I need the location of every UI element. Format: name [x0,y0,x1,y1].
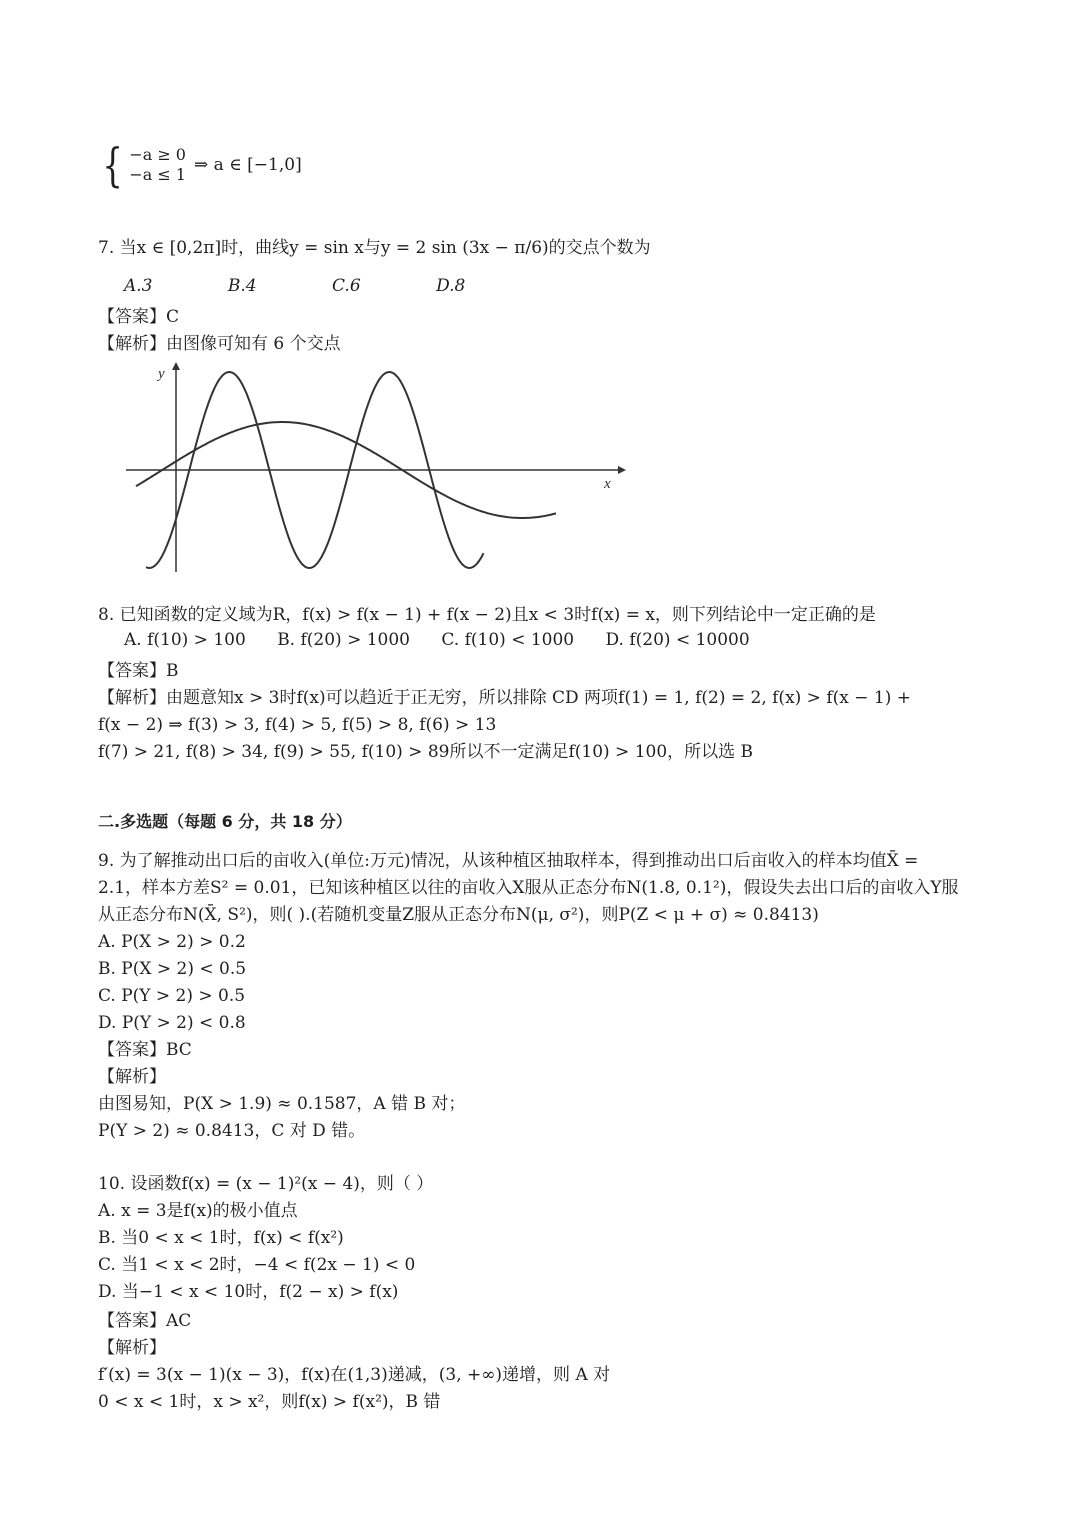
x-axis-label: x [604,476,611,492]
q9-option-c: C. P(Y > 2) > 0.5 [98,986,246,1006]
q7-question: 7. 当x ∈ [0,2π]时，曲线y = sin x与y = 2 sin (3x − π/6)的交点个数为 [98,238,651,258]
section-title: 二.多选题（每题 6 分，共 18 分） [98,812,352,831]
q10-option-d: D. 当−1 < x < 10时，f(2 − x) > f(x) [98,1282,399,1302]
q7-options [124,276,535,296]
q9-line-2: 2.1，样本方差S² = 0.01，已知该种植区以往的亩收入X服从正态分布N(1.8, 0.1²)，假设失去出口后的亩收入Y服 [98,878,959,898]
q8-answer: 【答案】B [98,661,179,681]
brace-symbol: { [102,138,123,192]
system-row-2: −a ≤ 1 [129,165,186,184]
q10-answer: 【答案】AC [98,1311,192,1331]
q7-option-c: C.6 [332,276,361,296]
y-axis-arrow [172,362,180,370]
q10-option-b: B. 当0 < x < 1时，f(x) < f(x²) [98,1228,344,1248]
intersection-graph [96,360,626,575]
q8-options [124,630,776,650]
q7-option-a: A.3 [124,276,153,296]
q8-option-c: C. f(10) < 1000 [441,630,575,650]
q9-option-a: A. P(X > 2) > 0.2 [98,932,246,952]
q8-analysis-line-1: 【解析】由题意知x > 3时f(x)可以趋近于正无穷，所以排除 CD 两项f(1) = 1, f(2) = 2, f(x) > f(x − 1) + [98,688,911,708]
q10-analysis-title: 【解析】 [98,1338,166,1358]
q10-option-c: C. 当1 < x < 2时，−4 < f(2x − 1) < 0 [98,1255,416,1275]
q9-answer: 【答案】BC [98,1040,192,1060]
q10-analysis-line-2: 0 < x < 1时，x > x²，则f(x) > f(x²)，B 错 [98,1392,441,1412]
q10-option-a: A. x = 3是f(x)的极小值点 [98,1201,298,1221]
q8-option-d: D. f(20) < 10000 [605,630,750,650]
x-axis-arrow [618,466,626,474]
q8-option-a: A. f(10) > 100 [124,630,246,650]
q9-analysis-title: 【解析】 [98,1067,166,1087]
q9-option-b: B. P(X > 2) < 0.5 [98,959,247,979]
system-result: ⇒ a ∈ [−1,0] [193,155,302,175]
q9-line-1: 9. 为了解推动出口后的亩收入(单位:万元)情况，从该种植区抽取样本，得到推动出口后亩收入的样本均值X̄ = [98,851,919,871]
q8-question: 8. 已知函数的定义域为R，f(x) > f(x − 1) + f(x − 2)且x < 3时f(x) = x，则下列结论中一定正确的是 [98,605,876,625]
q10-analysis-line-1: f′(x) = 3(x − 1)(x − 3)，f(x)在(1,3)递减，(3, +∞)递增，则 A 对 [98,1365,611,1385]
q8-option-b: B. f(20) > 1000 [277,630,410,650]
q9-analysis-line-1: 由图易知，P(X > 1.9) ≈ 0.1587，A 错 B 对； [98,1094,466,1114]
y-axis-label: y [158,366,165,382]
q7-option-b: B.4 [227,276,257,296]
q9-option-d: D. P(Y > 2) < 0.8 [98,1013,246,1033]
q7-answer: 【答案】C [98,307,180,327]
q9-analysis-line-2: P(Y > 2) ≈ 0.8413，C 对 D 错。 [98,1121,366,1141]
system-row-1: −a ≥ 0 [129,145,186,164]
q8-analysis-line-2: f(x − 2) ⇒ f(3) > 3, f(4) > 5, f(5) > 8, f(6) > 13 [98,715,497,735]
inequality-system [98,138,302,192]
q9-line-3: 从正态分布N(X̄, S²)，则( ).(若随机变量Z服从正态分布N(μ, σ²)，则P(Z < μ + σ) ≈ 0.8413) [98,905,819,925]
q10-question: 10. 设函数f(x) = (x − 1)²(x − 4)，则（ ） [98,1174,434,1194]
q7-option-d: D.8 [436,276,466,296]
q8-analysis-line-3: f(7) > 21, f(8) > 34, f(9) > 55, f(10) > 89所以不一定满足f(10) > 100，所以选 B [98,742,754,762]
q7-analysis: 【解析】由图像可知有 6 个交点 [98,334,341,354]
